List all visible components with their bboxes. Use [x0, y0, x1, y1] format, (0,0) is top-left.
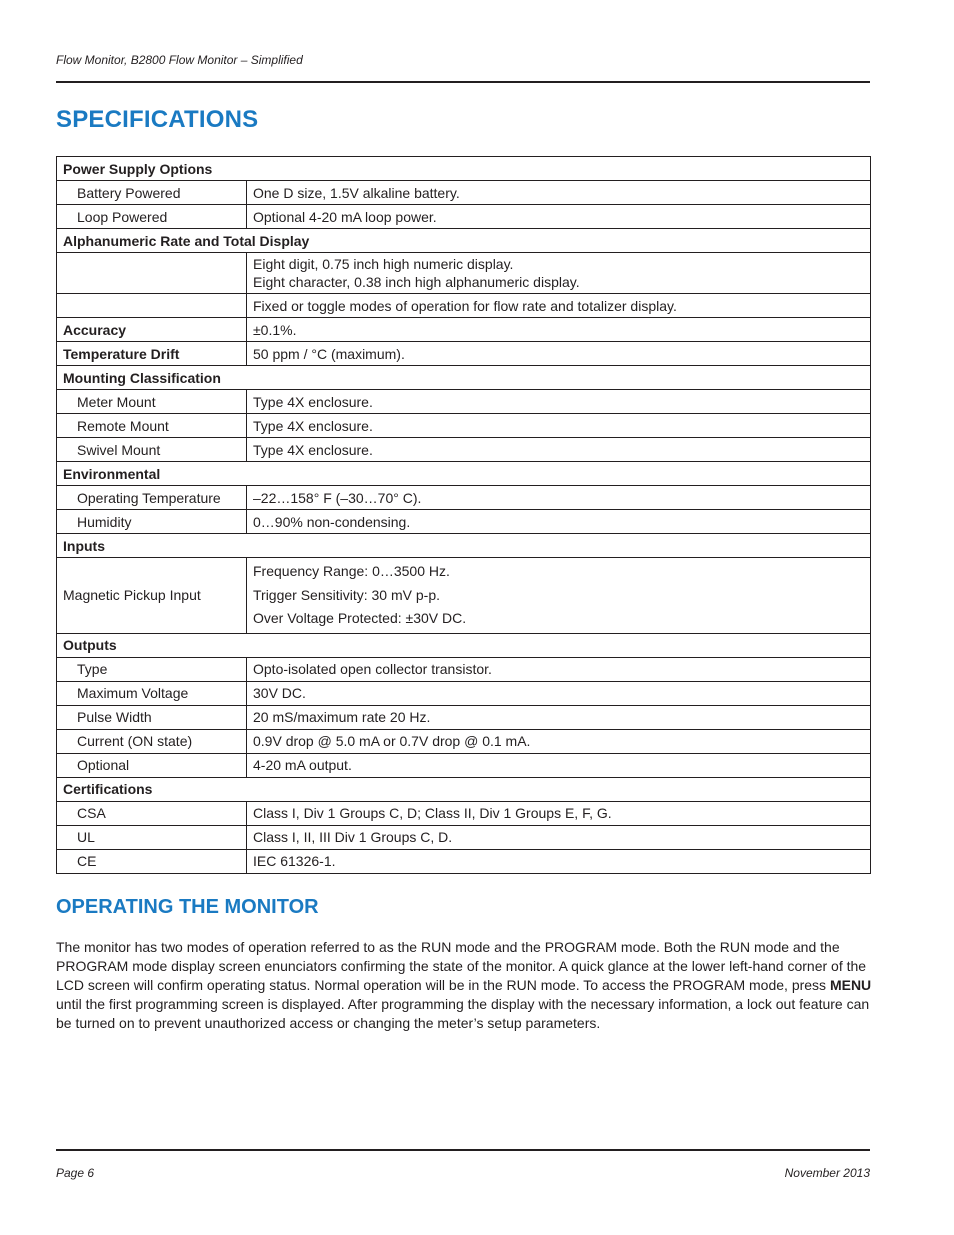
table-row — [57, 205, 871, 229]
row-label: UL — [57, 825, 247, 849]
table-row — [57, 510, 871, 534]
row-label: Pulse Width — [57, 705, 247, 729]
page-number: Page 6 — [56, 1166, 95, 1180]
table-row — [57, 438, 871, 462]
display-line: Eight digit, 0.75 inch high numeric display. — [253, 256, 514, 272]
operating-paragraph — [56, 938, 872, 1033]
row-label: Operating Temperature — [57, 486, 247, 510]
table-row — [57, 753, 871, 777]
table-row — [57, 558, 871, 634]
row-label: Temperature Drift — [57, 342, 247, 366]
section-heading: Outputs — [57, 633, 871, 657]
section-heading: Environmental — [57, 462, 871, 486]
table-row — [57, 801, 871, 825]
table-section-row — [57, 462, 871, 486]
table-row — [57, 253, 871, 294]
section-heading: Power Supply Options — [57, 157, 871, 181]
footer-date: November 2013 — [784, 1166, 870, 1180]
row-label: Swivel Mount — [57, 438, 247, 462]
row-label: Maximum Voltage — [57, 681, 247, 705]
display-line: Eight character, 0.38 inch high alphanumeric display. — [253, 274, 580, 290]
table-section-row — [57, 157, 871, 181]
paragraph-text: until the first programming screen is displayed. After programming the display with the necessary information, a lock out feature can be turned on to prevent unauthorized access or changing the meter’s setup parameters. — [56, 996, 870, 1031]
row-label: Humidity — [57, 510, 247, 534]
table-row — [57, 729, 871, 753]
row-value: Fixed or toggle modes of operation for flow rate and totalizer display. — [247, 294, 871, 318]
table-row — [57, 657, 871, 681]
table-row — [57, 294, 871, 318]
row-label: Magnetic Pickup Input — [57, 558, 247, 634]
row-label: Type — [57, 657, 247, 681]
row-value: ±0.1%. — [247, 318, 871, 342]
table-row — [57, 705, 871, 729]
table-section-row — [57, 366, 871, 390]
section-heading: Certifications — [57, 777, 871, 801]
table-section-row — [57, 534, 871, 558]
row-value — [247, 558, 871, 634]
row-value: Class I, II, III Div 1 Groups C, D. — [247, 825, 871, 849]
table-section-row — [57, 229, 871, 253]
header-rule — [56, 81, 870, 83]
row-label-empty — [57, 253, 247, 294]
table-row — [57, 414, 871, 438]
row-value: Type 4X enclosure. — [247, 414, 871, 438]
row-label-empty — [57, 294, 247, 318]
section-heading: Mounting Classification — [57, 366, 871, 390]
row-label: Loop Powered — [57, 205, 247, 229]
row-label: Remote Mount — [57, 414, 247, 438]
row-value — [247, 253, 871, 294]
row-value: Class I, Div 1 Groups C, D; Class II, Div 1 Groups E, F, G. — [247, 801, 871, 825]
row-value: –22…158° F (–30…70° C). — [247, 486, 871, 510]
row-value: Opto-isolated open collector transistor. — [247, 657, 871, 681]
row-label: Meter Mount — [57, 390, 247, 414]
row-value: One D size, 1.5V alkaline battery. — [247, 181, 871, 205]
row-value: 4-20 mA output. — [247, 753, 871, 777]
row-value: 0…90% non-condensing. — [247, 510, 871, 534]
table-row — [57, 849, 871, 873]
input-line: Frequency Range: 0…3500 Hz. — [253, 563, 450, 579]
table-row — [57, 342, 871, 366]
row-label: Battery Powered — [57, 181, 247, 205]
table-row — [57, 486, 871, 510]
row-value: 20 mS/maximum rate 20 Hz. — [247, 705, 871, 729]
operating-title: OPERATING THE MONITOR — [56, 896, 319, 918]
row-value: 30V DC. — [247, 681, 871, 705]
input-line: Trigger Sensitivity: 30 mV p-p. — [253, 586, 440, 603]
running-header: Flow Monitor, B2800 Flow Monitor – Simplified — [56, 53, 303, 67]
table-row — [57, 681, 871, 705]
row-value: IEC 61326-1. — [247, 849, 871, 873]
row-label: CE — [57, 849, 247, 873]
specifications-table — [56, 156, 871, 874]
section-heading: Alphanumeric Rate and Total Display — [57, 229, 871, 253]
specifications-title: SPECIFICATIONS — [56, 106, 259, 133]
paragraph-text: The monitor has two modes of operation referred to as the RUN mode and the PROGRAM mode. Both the RUN mode and the PROGRAM mode display screen enunciators confirming the state of the monitor. A quick glance at the lower left-hand corner of the LCD screen will confirm operating status. Normal operation will be in the RUN mode. To access the PROGRAM mode, press — [56, 939, 867, 993]
row-label: CSA — [57, 801, 247, 825]
row-value: Type 4X enclosure. — [247, 438, 871, 462]
table-section-row — [57, 777, 871, 801]
table-row — [57, 390, 871, 414]
row-label: Accuracy — [57, 318, 247, 342]
input-line: Over Voltage Protected: ±30V DC. — [253, 610, 467, 626]
table-row — [57, 181, 871, 205]
row-value: Type 4X enclosure. — [247, 390, 871, 414]
row-label: Optional — [57, 753, 247, 777]
table-section-row — [57, 633, 871, 657]
menu-key-name: MENU — [829, 977, 872, 993]
row-label: Current (ON state) — [57, 729, 247, 753]
footer-rule — [56, 1149, 870, 1151]
row-value: 50 ppm / °C (maximum). — [247, 342, 871, 366]
row-value: Optional 4-20 mA loop power. — [247, 205, 871, 229]
row-value: 0.9V drop @ 5.0 mA or 0.7V drop @ 0.1 mA. — [247, 729, 871, 753]
section-heading: Inputs — [57, 534, 871, 558]
table-row — [57, 318, 871, 342]
table-row — [57, 825, 871, 849]
